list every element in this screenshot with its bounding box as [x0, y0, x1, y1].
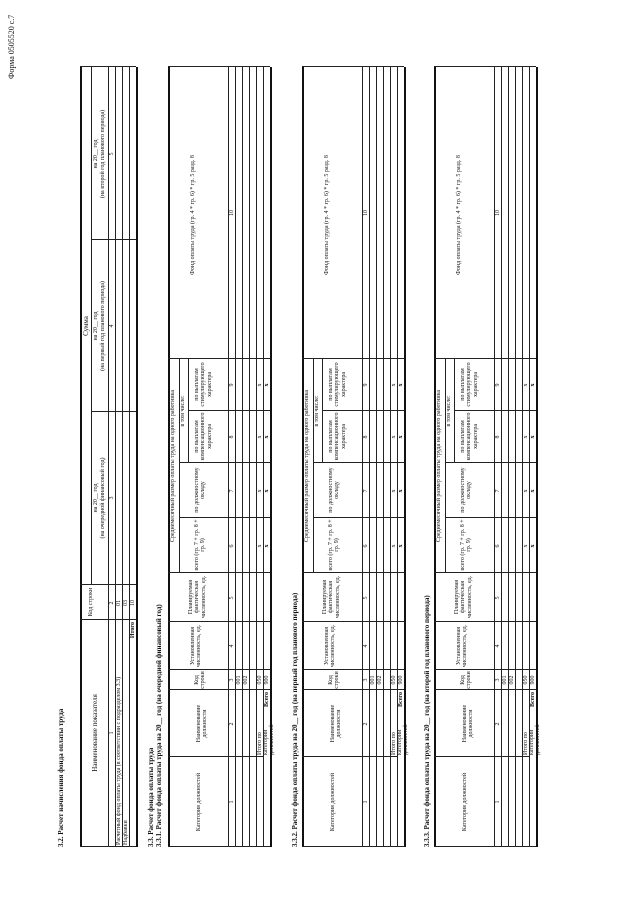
col-avg-total: всего (гр. 7 + гр. 8 + гр. 9) [194, 519, 207, 571]
category-total-label: Итого по категории должностей [523, 724, 541, 755]
col-code: Код строки [194, 671, 207, 689]
col-fund: Фонд оплаты труда (гр. 4 * гр. 6) * гр. 5 разд. 8 [324, 155, 330, 275]
grand-total-label: Всего [530, 692, 536, 707]
col-name-header: Наименование показателя [91, 694, 99, 772]
col-num: 3 [363, 678, 369, 682]
x-mark: x [523, 383, 529, 387]
x-mark: x [530, 544, 536, 548]
row-name: Расчетный фонд оплаты труда (в соответствии с подразделом 3.3) [116, 676, 122, 845]
col-num: 1 [363, 800, 369, 804]
sum-header: Сумма [82, 316, 90, 336]
col-num: 10 [495, 210, 501, 216]
col-num: 1 [229, 800, 235, 804]
col-established: Установленная численность, ед. [324, 624, 337, 668]
col-planned: Планируемая фактическая численность, ед. [188, 575, 207, 619]
col-num: 4 [495, 644, 501, 648]
col-position: Наименование должности [462, 704, 475, 743]
col-num: 4 [229, 644, 235, 648]
col-avg-total: всего (гр. 7 + гр. 8 + гр. 9) [460, 519, 473, 571]
col-comp: по выплатам компенсационного характера [194, 412, 213, 461]
section-3-3-title: 3.3. Расчет фонда оплаты труда [147, 747, 155, 847]
subsection-title: 3.3.1. Расчет фонда оплаты труда на 20__ год (на очередной финансовый год) [155, 604, 163, 847]
col-num: 10 [229, 210, 235, 216]
year2-sub: (на первый год планового периода) [100, 281, 106, 371]
year1-sub: (на очередной финансовый год) [100, 457, 106, 539]
col-num: 6 [363, 544, 369, 548]
x-mark: x [398, 489, 404, 493]
col-num: 6 [229, 544, 235, 548]
x-mark: x [391, 435, 397, 439]
col-num: 7 [363, 489, 369, 493]
col-num: 9 [363, 383, 369, 387]
x-mark: x [391, 489, 397, 493]
col-category: Категория должностей [330, 772, 336, 832]
col-num: 5 [363, 596, 369, 600]
x-mark: x [264, 435, 270, 439]
row-code: 002 [243, 675, 249, 685]
col-category: Категория должностей [196, 772, 202, 832]
row-code: 001 [502, 675, 508, 685]
col-salary: по должностному окладу [460, 467, 473, 513]
x-mark: x [257, 544, 263, 548]
col-num: 1 [495, 800, 501, 804]
x-mark: x [398, 544, 404, 548]
col-num: 3 [229, 678, 235, 682]
row-code: 001 [370, 675, 376, 685]
x-mark: x [257, 489, 263, 493]
col-planned: Планируемая фактическая численность, ед. [322, 575, 341, 619]
col-stim: по выплатам стимулирующего характера [194, 362, 213, 407]
incl-label: в том числе: [180, 395, 186, 427]
x-mark: x [530, 383, 536, 387]
col-num: 3 [109, 496, 115, 500]
col-num: 5 [229, 596, 235, 600]
year3-sub: (на второй год планового периода) [100, 109, 106, 199]
total-code: 10 [130, 600, 136, 606]
category-total-code: 050 [257, 675, 263, 685]
section-3-2-title: 3.2. Расчет начисления фонда оплаты труда [57, 708, 65, 847]
x-mark: x [391, 383, 397, 387]
col-code: Код строки [460, 671, 473, 689]
incl-label: в том числе: [314, 395, 320, 427]
col-num: 7 [495, 489, 501, 493]
x-mark: x [264, 383, 270, 387]
col-avg-total: всего (гр. 7 + гр. 8 + гр. 9) [328, 519, 341, 571]
col-num: 9 [229, 383, 235, 387]
subsection-title: 3.3.2. Расчет фонда оплаты труда на 20__ год (на первый год планового периода) [291, 592, 299, 847]
col-stim: по выплатам стимулирующего характера [328, 362, 347, 407]
x-mark: x [257, 383, 263, 387]
year1-label: на 20__ год [93, 483, 99, 513]
col-established: Установленная численность, ед. [190, 624, 203, 668]
col-planned: Планируемая фактическая численность, ед. [454, 575, 473, 619]
col-num: 4 [109, 324, 115, 328]
incl-label: в том числе: [446, 395, 452, 427]
avg-pay-header: Среднемесячный размер оплаты труда на одного работника [436, 389, 442, 543]
category-total-code: 050 [391, 675, 397, 685]
x-mark: x [398, 383, 404, 387]
col-position: Наименование должности [330, 704, 343, 743]
x-mark: x [530, 435, 536, 439]
year3-label: на 20__ год [93, 139, 99, 169]
x-mark: x [391, 544, 397, 548]
total-label: Итого [130, 622, 136, 639]
col-num: 10 [363, 210, 369, 216]
x-mark: x [257, 435, 263, 439]
col-stim: по выплатам стимулирующего характера [460, 362, 479, 407]
row-code: 01 [116, 600, 122, 606]
x-mark: x [398, 435, 404, 439]
row-name: Надбавки [123, 820, 129, 845]
grand-total-code: 900 [398, 675, 404, 685]
x-mark: x [264, 489, 270, 493]
col-num: 8 [363, 435, 369, 439]
col-num: 2 [495, 722, 501, 726]
grand-total-label: Всего [398, 692, 404, 707]
col-category: Категория должностей [462, 772, 468, 832]
x-mark: x [264, 544, 270, 548]
col-num: 5 [495, 596, 501, 600]
grand-total-code: 900 [530, 675, 536, 685]
col-num: 3 [495, 678, 501, 682]
col-num: 2 [229, 722, 235, 726]
category-total-label: Итого по категории должностей [257, 724, 275, 755]
grand-total-label: Всего [264, 692, 270, 707]
col-established: Установленная численность, ед. [456, 624, 469, 668]
grand-total-code: 900 [264, 675, 270, 685]
form-code: Форма 0505520 с.7 [7, 14, 16, 79]
row-code: 001 [236, 675, 242, 685]
col-num: 8 [495, 435, 501, 439]
col-code-header: Код строки [88, 587, 94, 617]
col-comp: по выплатам компенсационного характера [460, 412, 479, 461]
col-num: 6 [495, 544, 501, 548]
avg-pay-header: Среднемесячный размер оплаты труда на одного работника [170, 389, 176, 543]
col-num: 1 [109, 731, 115, 735]
col-num: 5 [109, 152, 115, 156]
col-fund: Фонд оплаты труда (гр. 4 * гр. 6) * гр. 5 разд. 8 [190, 155, 196, 275]
subsection-title: 3.3.3. Расчет фонда оплаты труда на 20__ год (на второй год планового периода) [423, 595, 431, 847]
year2-label: на 20__ год [93, 311, 99, 341]
col-num: 2 [109, 601, 115, 605]
x-mark: x [523, 435, 529, 439]
col-num: 4 [363, 644, 369, 648]
col-num: 2 [363, 722, 369, 726]
x-mark: x [523, 489, 529, 493]
x-mark: x [523, 544, 529, 548]
col-num: 8 [229, 435, 235, 439]
col-num: 9 [495, 383, 501, 387]
col-fund: Фонд оплаты труда (гр. 4 * гр. 6) * гр. 5 разд. 8 [456, 155, 462, 275]
col-num: 7 [229, 489, 235, 493]
col-position: Наименование должности [196, 704, 209, 743]
x-mark: x [530, 489, 536, 493]
row-code: 002 [377, 675, 383, 685]
avg-pay-header: Среднемесячный размер оплаты труда на одного работника [304, 389, 310, 543]
col-comp: по выплатам компенсационного характера [328, 412, 347, 461]
category-total-label: Итого по категории должностей [391, 724, 409, 755]
row-code: 002 [509, 675, 515, 685]
col-code: Код строки [328, 671, 341, 689]
category-total-code: 050 [523, 675, 529, 685]
row-code: 03 [123, 600, 129, 606]
col-salary: по должностному окладу [194, 467, 207, 513]
col-salary: по должностному окладу [328, 467, 341, 513]
